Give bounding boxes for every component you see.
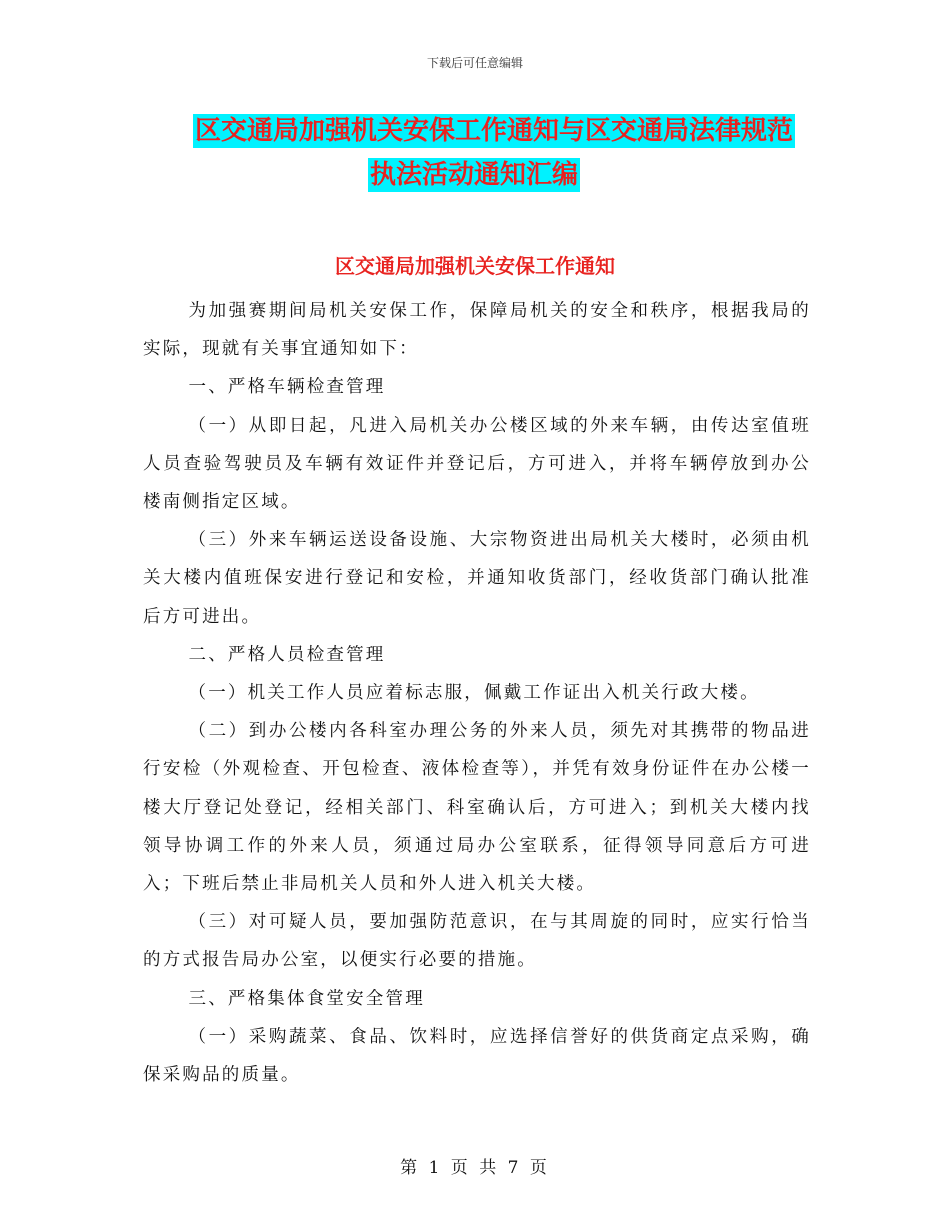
heading-vehicle-management: 一、严格车辆检查管理 (188, 377, 386, 398)
main-title-text-1: 区交通局加强机关安保工作通知与区交通局法律规范 (195, 116, 794, 146)
paragraph-personnel-3: （三）对可疑人员，要加强防范意识，在与其周旋的同时，应实行恰当的方式报告局办公室，以便实行必要的措施。 (143, 912, 811, 971)
page-number: 第 1 页 共 7 页 (400, 1158, 550, 1178)
paragraph-canteen-1: （一）采购蔬菜、食品、饮料时，应选择信誉好的供货商定点采购，确保采购品的质量。 (143, 1026, 811, 1086)
heading-personnel-management: 二、严格人员检查管理 (188, 644, 386, 665)
main-title-text-2: 执法活动通知汇编 (370, 160, 579, 190)
header-note: 下载后可任意编辑 (426, 56, 523, 70)
paragraph-personnel-1: （一）机关工作人员应着标志服，佩戴工作证出入机关行政大楼。 (188, 683, 760, 704)
paragraph-intro: 为加强赛期间局机关安保工作，保障局机关的安全和秩序，根据我局的实际，现就有关事宜通知如下： (143, 301, 811, 360)
heading-canteen-management: 三、严格集体食堂安全管理 (188, 988, 425, 1009)
document-body (143, 292, 811, 1094)
main-title-line-1 (193, 114, 813, 148)
paragraph-vehicle-1: （一）从即日起，凡进入局机关办公楼区域的外来车辆，由传达室值班人员查验驾驶员及车辆有效证件并登记后，方可进入，并将车辆停放到办公楼南侧指定区域。 (143, 415, 811, 513)
paragraph-personnel-2: （二）到办公楼内各科室办理公务的外来人员，须先对其携带的物品进行安检（外观检查、开包检查、液体检查等），并凭有效身份证件在办公楼一楼大厅登记处登记，经相关部门、科室确认后，方可进入；到机关大楼内找领导协调工作的外来人员，须通过局办公室联系，征得领导同意后方可进入；下班后禁止非局机关人员和外人进入机关大楼。 (143, 721, 811, 895)
section-title: 区交通局加强机关安保工作通知 (335, 254, 615, 278)
main-title-line-2 (368, 158, 950, 192)
paragraph-vehicle-3: （三）外来车辆运送设备设施、大宗物资进出局机关大楼时，必须由机关大楼内值班保安进行登记和安检，并通知收货部门，经收货部门确认批准后方可进出。 (143, 530, 811, 627)
